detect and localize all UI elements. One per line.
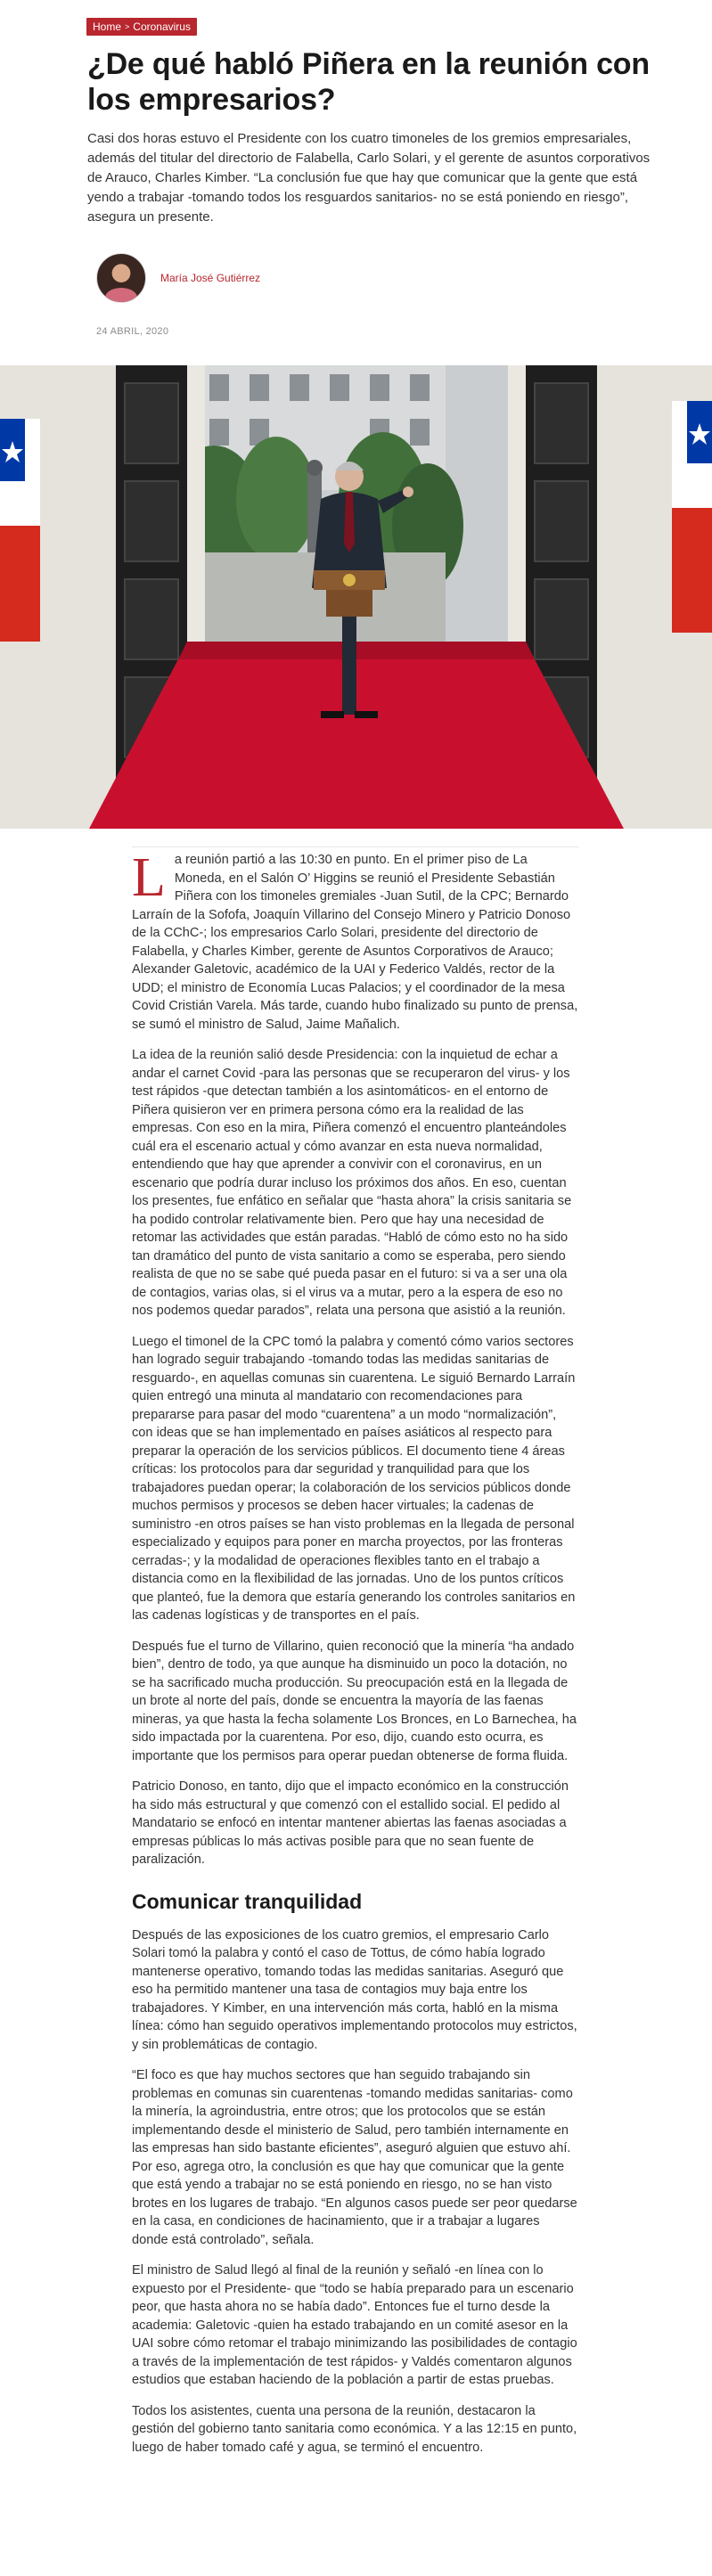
chile-flag-left — [0, 419, 40, 642]
article-paragraph-1-text: a reunión partió a las 10:30 en punto. En el primer piso de La Moneda, en el Salón O’ Higgins se reunió el Presidente Sebastián Piñera con los timoneles gremiales -Juan Sutil, de la CPC; Bernardo Larraín de la Sofofa, Joaquín Villarino del Consejo Minero y Patricio Donoso de la CChC-; los empresarios Carlo Solari, presidente del directorio de Falabella, y Charles Kimber, gerente de Asuntos Corporativos de Arauco; Alexander Galetovic, académico de la UAI y Federico Valdés, rector de la UDD; el ministro de Economía Lucas Palacios; y el coordinador de la mesa Covid Cristián Varela. Más tarde, cuando hubo finalizado su punto de prensa, se sumó el ministro de Salud, Jaime Mañalich. — [132, 853, 578, 1032]
article-paragraph-4: Después fue el turno de Villarino, quien reconoció que la minería “ha andado bien”, dentro de todo, ya que aunque ha disminuido un poco la dotación, no se ha sacrificado mucha producción. Su preocupación está en la llegada de un brote al norte del país, donde se encuentra la mayoría de las faenas mineras, ya que hasta la fecha solamente Los Bronces, en Lo Barnechea, ha sido impactada por la cuarentena. Por eso, dijo, cuando esto ocurra, es importante que los permisos para operar puedan obtenerse de forma fluida. — [132, 1639, 577, 1763]
breadcrumb-separator: > — [125, 22, 130, 31]
article-lede: Casi dos horas estuvo el Presidente con los cuatro timoneles de los gremios empresariales, además del titular del directorio de Falabella, Carlo Solari, y el gerente de asuntos corporativos de Arauco, Charles Kimber. “La conclusión fue que hay que comunicar que la gente que está yendo a trabajar -tomando todos los resguardos sanitarios- no se está poniendo en riesgo”, asegura un presente. — [87, 131, 651, 225]
dropcap-letter: L — [132, 847, 166, 908]
breadcrumb-home-link[interactable]: Home — [93, 20, 122, 33]
article-paragraph-5: Patricio Donoso, en tanto, dijo que el impacto económico en la construcción ha sido más estructural y que comenzó con el estallido social. El pedido al Mandatario se enfocó en intentar mantener abiertas las faenas asociadas a empresas públicas lo más activas posible para que no sean fuente de paralización. — [132, 1779, 569, 1867]
hero-photo-illustration — [0, 365, 712, 829]
breadcrumb — [86, 18, 197, 36]
article-paragraph-6: Después de las exposiciones de los cuatro gremios, el empresario Carlo Solari tomó la palabra y contó el caso de Tottus, de cómo había logrado mantenerse operativo, tomando todas las medidas sanitarias. Aseguró que eso ha permitido mantener una tasa de contagios muy baja entre los trabajadores. Y Kimber, en una intervención más corta, habló en la misma línea: cómo han seguido operativos implementando protocolos muy estrictos, y sin problemáticas de contagio. — [132, 1927, 577, 2052]
article-divider — [132, 846, 579, 847]
chile-flag-right — [672, 401, 712, 633]
article-paragraph-8: El ministro de Salud llegó al final de la reunión y señaló -en línea con lo expuesto por el Presidente- que “todo se había preparado para un escenario peor, que hasta ahora no se había dado”. Entonces fue el turno desde la academia: Galetovic -quien ha estado trabajando en un comité asesor en la UAI sobre cómo retomar el trabajo minimizando las posibilidades de contagio a través de la implementación de test rápidos- y Valdés comentaron algunos estudios que estaban haciendo de la población a partir de estas pruebas. — [132, 2263, 577, 2387]
article-paragraph-1 — [132, 847, 579, 1034]
article-body — [132, 847, 579, 2469]
author-avatar[interactable] — [96, 253, 146, 303]
article-hero-photo — [0, 365, 712, 829]
article-paragraph-7: “El foco es que hay muchos sectores que han seguido trabajando sin problemas en comunas sin cuarentenas -tomando medidas sanitarias- como la minería, la agroindustria, entre otros; que los protocolos que se están implementando desde el ministerio de Salud, pero también internamente en las empresas han sido bastante eficientes”, aseguró alguien que estuvo ahí. Por eso, agrega otro, la conclusión es que hay que comunicar que la gente que está yendo a trabajar no se está poniendo en riesgo, no se han visto brotes en los lugares de trabajo. “En algunos casos puede ser peor quedarse en la casa, en condiciones de hacinamiento, que ir a trabajar a lugares donde está controlado”, señala. — [132, 2068, 577, 2247]
breadcrumb-section-link[interactable]: Coronavirus — [133, 20, 191, 33]
article-paragraph-9: Todos los asistentes, cuenta una persona de la reunión, destacaron la gestión del gobierno tanto sanitaria como económica. Y a las 12:15 en punto, luego de haber tomado café y agua, se terminó el encuentro. — [132, 2403, 577, 2455]
article-paragraph-3: Luego el timonel de la CPC tomó la palabra y comentó cómo varios sectores han logrado seguir trabajando -tomando todas las medidas sanitarias de resguardo-, en aquellas comunas sin cuarentena. Le siguió Bernardo Larraín quien entregó una minuta al mandatario con recomendaciones para prepararse para pasar del modo “cuarentena” a un modo “normalización”, con ideas que se han implementado en países asiáticos al respecto para preparar la operación de los servicios públicos. El documento tiene 4 áreas críticas: los protocolos para dar seguridad y tranquilidad para que los trabajadores puedan operar; la colaboración de los servicios públicos donde muchos permisos y procesos se deben hacer virtuales; la cadenas de suministro -en otros países se han visto problemas en la llegada de personal especializado y equipos para poner en marcha proyectos, por las fronteras cerradas-; y la modalidad de operaciones flexibles tanto en el trabajo a distancia como en la flexibilidad de las jornadas. Uno de los puntos críticos que planteó, fue la demora que estaría generando los controles sanitarios en las cadenas logísticas y de transportes en el país. — [132, 1334, 576, 1623]
publish-date: 24 ABRIL, 2020 — [96, 326, 169, 337]
article-paragraph-2: La idea de la reunión salió desde Presidencia: con la inquietud de echar a andar el carnet Covid -para las personas que se recuperaron del virus- y los test rápidos -que detectan también a los asintomáticos- en el entorno de Piñera quisieron ver en primera persona cómo era la realidad de las empresas. Con eso en la mira, Piñera comenzó el encuentro planteándoles cuál era el escenario actual y cómo avanzar en esta nueva normalidad, entendiendo que hay que aprender a convivir con el coronavirus, en un escenario que podría durar incluso los próximos dos años. En eso, cuentan los presentes, fue enfático en señalar que “hasta ahora” la crisis sanitaria se ha podido controlar relativamente bien. Pero que hay una necesidad de retomar las actividades que están paradas. “Habló de cómo esto no ha sido tan dramático del punto de vista sanitario a como se esperaba, pero siendo realista de que no se sabe qué pueda pasar en el futuro: si va a ser una ola de contagios, varias olas, si el virus va a mutar, pero a la espera de eso no nos podemos quedar parados”, relata una persona que asistió a la reunión. — [132, 1048, 572, 1318]
page-title: ¿De qué habló Piñera en la reunión con los empresarios? — [87, 47, 650, 117]
author-block — [96, 253, 260, 303]
author-name-link[interactable]: María José Gutiérrez — [160, 272, 261, 284]
article-subheading: Comunicar tranquilidad — [132, 1889, 363, 1913]
